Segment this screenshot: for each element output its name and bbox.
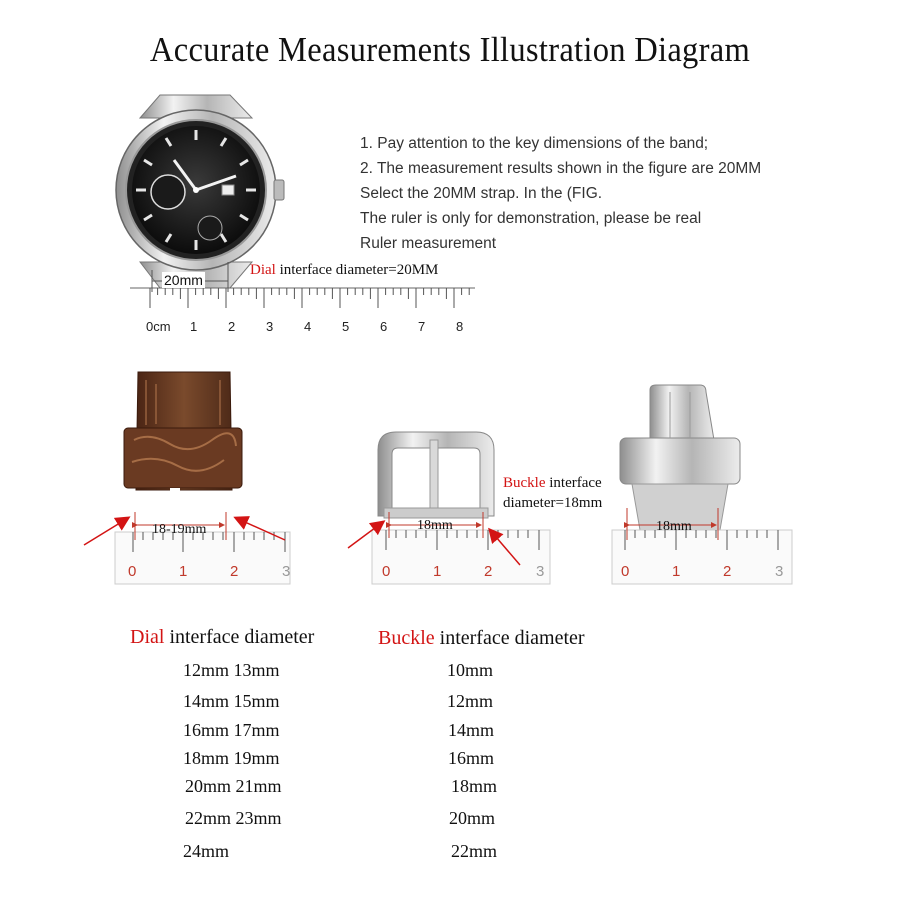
ruler-number: 0 [621,563,630,580]
buckle-size-row: 22mm [451,841,498,861]
watch-measure-label: 20mm [164,272,203,288]
buckle-size-row: 12mm [447,691,494,711]
buckle-size-row: 18mm [451,776,498,796]
watch-ruler [130,288,475,308]
buckle-size-row: 14mm [448,720,495,740]
buckle-size-row: 10mm [447,660,494,680]
dial-size-row: 24mm [183,841,230,861]
note-line: 2. The measurement results shown in the figure are 20MM [360,160,762,177]
watch-image [116,95,284,288]
pin-buckle-image [378,432,494,518]
ruler-number: 1 [433,563,442,580]
ruler-number: 4 [304,319,312,334]
ruler-number: 3 [536,563,545,580]
deployant-measure-label: 18mm [656,519,692,534]
ruler-number: 5 [342,319,350,334]
buckle-interface-label: Buckle interface [503,475,602,491]
dial-size-row: 20mm 21mm [185,776,282,796]
ruler-number: 3 [775,563,784,580]
ruler-number: 2 [723,563,732,580]
note-line: 1. Pay attention to the key dimensions of the band; [360,135,709,152]
strap-measure-label: 18-19mm [152,522,207,537]
note-line: The ruler is only for demonstration, please be real [360,210,702,227]
buckle-interface-label-line2: diameter=18mm [503,495,603,511]
note-line: Select the 20MM strap. In the (FIG. [360,185,603,202]
dial-size-row: 22mm 23mm [185,808,282,828]
ruler-number: 3 [282,563,291,580]
dial-size-row: 14mm 15mm [183,691,280,711]
note-line: Ruler measurement [360,235,497,252]
page-title: Accurate Measurements Illustration Diagram [149,30,751,69]
ruler-number: 2 [484,563,493,580]
buckle-size-row: 16mm [448,748,495,768]
ruler-number: 2 [228,319,236,334]
ruler-number: 0 [128,563,137,580]
ruler-number: 0 [382,563,391,580]
dial-size-row: 16mm 17mm [183,720,280,740]
buckle-table-header: Buckle interface diameter [378,627,585,649]
leather-strap-image [124,372,242,510]
ruler-number: 0cm [146,319,171,334]
ruler-number: 1 [190,319,198,334]
ruler-number: 7 [418,319,426,334]
dial-size-row: 12mm 13mm [183,660,280,680]
deployant-clasp-image [620,385,740,530]
ruler-number: 6 [380,319,388,334]
buckle-size-row: 20mm [449,808,496,828]
ruler-number: 3 [266,319,274,334]
buckle-measure-label: 18mm [417,518,453,533]
dial-interface-label: Dial interface diameter=20MM [250,262,439,278]
ruler-number: 2 [230,563,239,580]
ruler-number: 8 [456,319,464,334]
ruler-number: 1 [179,563,188,580]
dial-size-row: 18mm 19mm [183,748,280,768]
ruler-number: 1 [672,563,681,580]
dial-table-header: Dial interface diameter [130,626,315,648]
